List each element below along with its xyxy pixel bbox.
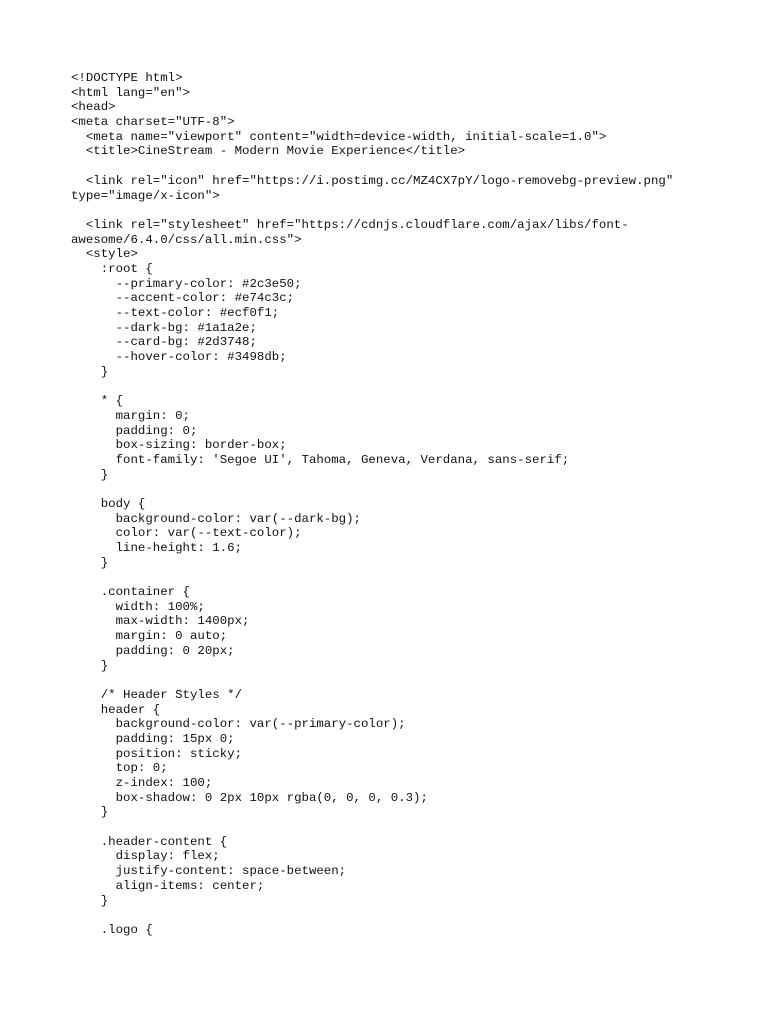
code-line: }	[71, 555, 109, 570]
code-line: --accent-color: #e74c3c;	[71, 291, 295, 306]
code-line: }	[71, 658, 109, 673]
code-line: <head>	[71, 100, 116, 115]
code-line	[71, 673, 751, 688]
code-line: body {	[71, 496, 146, 511]
code-line: z-index: 100;	[71, 776, 213, 790]
code-line: box-shadow: 0 2px 10px rgba(0, 0, 0, 0.3);	[71, 790, 428, 805]
code-line: background-color: var(--dark-bg);	[71, 511, 361, 526]
code-line: }	[71, 364, 109, 379]
code-line: <style>	[71, 247, 138, 262]
code-line: background-color: var(--primary-color);	[71, 717, 406, 732]
code-line: padding: 15px 0;	[71, 731, 235, 746]
code-line: <meta charset="UTF-8">	[71, 115, 235, 130]
code-line: position: sticky;	[71, 746, 243, 761]
code-line: awesome/6.4.0/css/all.min.css">	[71, 232, 302, 247]
code-line: --card-bg: #2d3748;	[71, 335, 257, 350]
code-line: <meta name="viewport" content="width=device-width, initial-scale=1.0">	[71, 129, 607, 144]
code-line: justify-content: space-between;	[71, 864, 347, 879]
code-line: }	[71, 467, 109, 482]
code-line: --primary-color: #2c3e50;	[71, 276, 302, 291]
code-line: <title>CineStream - Modern Movie Experience</title>	[71, 144, 466, 159]
code-line: <!DOCTYPE html>	[71, 71, 183, 85]
code-line: display: flex;	[71, 849, 220, 864]
code-line: .logo {	[71, 922, 153, 937]
code-line: <link rel="icon" href="https://i.postimg.cc/MZ4CX7pY/logo-removebg-preview.png"	[71, 173, 674, 188]
code-line: margin: 0;	[71, 408, 190, 423]
code-line	[71, 379, 751, 394]
code-listing	[71, 71, 751, 938]
code-line: type="image/x-icon">	[71, 188, 220, 203]
code-line: /* Header Styles */	[71, 687, 243, 702]
code-line: color: var(--text-color);	[71, 526, 302, 541]
code-line	[71, 203, 751, 218]
code-line: width: 100%;	[71, 599, 205, 614]
code-line: }	[71, 893, 109, 908]
code-line: --dark-bg: #1a1a2e;	[71, 320, 257, 335]
code-line: --text-color: #ecf0f1;	[71, 306, 280, 320]
code-line: <link rel="stylesheet" href="https://cdnjs.cloudflare.com/ajax/libs/font-	[71, 217, 629, 232]
code-line: box-sizing: border-box;	[71, 438, 287, 453]
code-line: padding: 0;	[71, 423, 198, 438]
code-line: }	[71, 805, 109, 820]
code-line: top: 0;	[71, 761, 168, 776]
code-line	[71, 820, 751, 835]
code-line: max-width: 1400px;	[71, 614, 250, 629]
code-line: :root {	[71, 261, 153, 276]
code-line: --hover-color: #3498db;	[71, 350, 287, 365]
code-line: margin: 0 auto;	[71, 629, 228, 644]
code-line: line-height: 1.6;	[71, 541, 243, 555]
code-line: padding: 0 20px;	[71, 643, 235, 658]
code-line: * {	[71, 394, 124, 409]
code-line: align-items: center;	[71, 878, 265, 893]
code-line: .container {	[71, 585, 190, 600]
code-line	[71, 570, 751, 585]
code-line: .header-content {	[71, 834, 228, 849]
code-line	[71, 159, 751, 174]
code-line: <html lang="en">	[71, 85, 190, 100]
code-line: header {	[71, 702, 161, 717]
code-line: font-family: 'Segoe UI', Tahoma, Geneva, Verdana, sans-serif;	[71, 452, 570, 467]
code-line	[71, 908, 751, 923]
code-line	[71, 482, 751, 497]
